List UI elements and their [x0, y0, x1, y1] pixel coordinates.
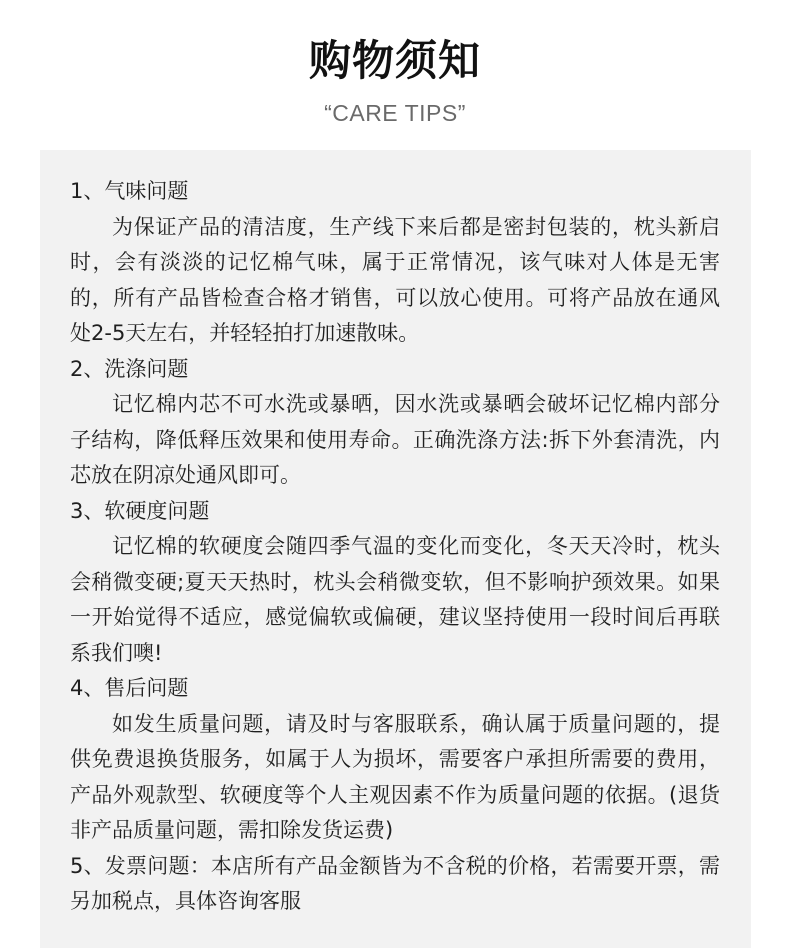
section-body-after-sales: 如发生质量问题，请及时与客服联系，确认属于质量问题的，提供免费退换货服务，如属于人为损坏，需要客户承担所需要的费用，产品外观款型、软硬度等个人主观因素不作为质量问题的依据。(退货非产品质量问题，需扣除发货运费) [70, 711, 720, 842]
tips-content [70, 174, 720, 922]
section-heading-smell: 1、气味问题 [70, 179, 189, 203]
section-heading-firmness: 3、软硬度问题 [70, 498, 210, 523]
section-heading-after-sales: 4、售后问题 [70, 676, 189, 700]
section-heading-washing: 2、洗涤问题 [70, 356, 189, 381]
section-body-smell: 为保证产品的清洁度，生产线下来后都是密封包装的，枕头新启时，会有淡淡的记忆棉气味，属于正常情况，该气味对人体是无害的，所有产品皆检查合格才销售，可以放心使用。可将产品放在通风处2-5天左右，并轻轻拍打加速散味。 [70, 214, 720, 345]
section-body-washing: 记忆棉内芯不可水洗或暴晒，因水洗或暴晒会破坏记忆棉内部分子结构，降低释压效果和使用寿命。正确洗涤方法:拆下外套清洗，内芯放在阴凉处通风即可。 [70, 392, 720, 487]
section-body-firmness: 记忆棉的软硬度会随四季气温的变化而变化，冬天天冷时，枕头会稍微变硬;夏天天热时，枕头会稍微变软，但不影响护颈效果。如果一开始觉得不适应，感觉偏软或偏硬，建议坚持使用一段时间后再联系我们噢! [70, 534, 720, 665]
section-invoice: 5、发票问题：本店所有产品金额皆为不含税的价格，若需要开票，需另加税点，具体咨询客服 [70, 853, 720, 913]
page-subtitle: “CARE TIPS” [324, 100, 466, 126]
page-title: 购物须知 [308, 36, 481, 85]
